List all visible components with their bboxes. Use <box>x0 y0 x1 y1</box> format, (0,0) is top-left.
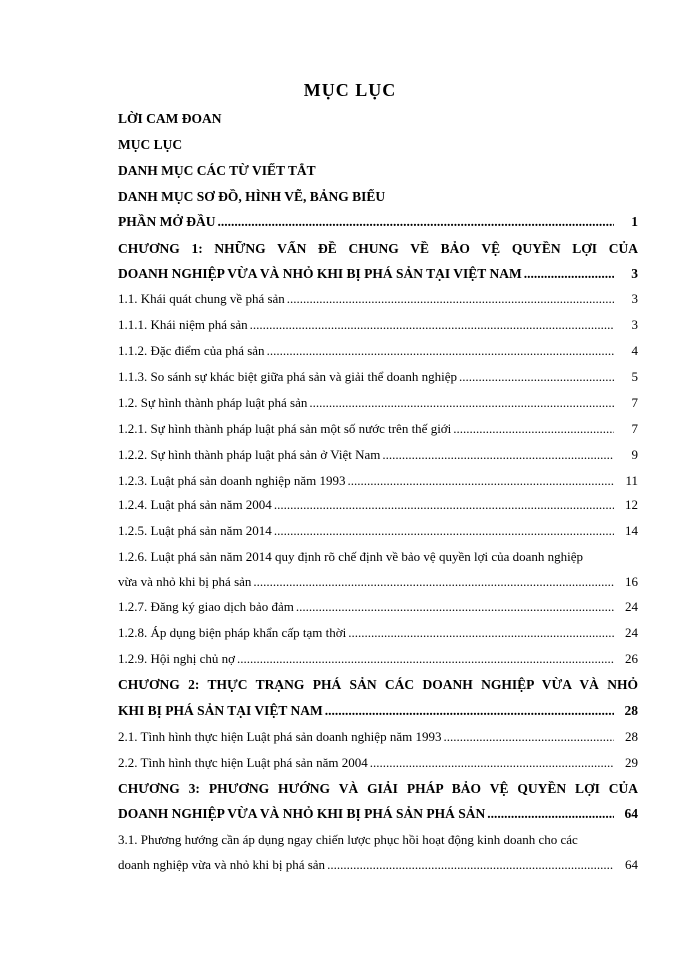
toc-entry-1-2-7 <box>118 599 638 621</box>
toc-entry-text: LỜI CAM ĐOAN <box>118 111 222 126</box>
toc-entry-1-2-5 <box>118 523 638 545</box>
toc-entry-1-2-3 <box>118 473 638 495</box>
toc-page-number: 28 <box>625 729 638 744</box>
toc-entry-chuong-2-line-2 <box>118 703 638 725</box>
toc-entry-text: 1.1.3. So sánh sự khác biệt giữa phá sản và giải thể doanh nghiệp <box>118 369 458 384</box>
toc-entry-chuong-3-line-2 <box>118 806 638 828</box>
dot-leader <box>524 266 614 282</box>
toc-entry-text: 1.2.9. Hội nghị chủ nợ <box>118 651 236 666</box>
toc-entry-1-2-8 <box>118 625 638 647</box>
dot-leader <box>382 447 614 463</box>
toc-entry-text: 1.2.3. Luật phá sản doanh nghiệp năm 1993 <box>118 473 346 488</box>
toc-entry-text: vừa và nhỏ khi bị phá sản <box>118 574 252 589</box>
toc-entry-text: 1.2.6. Luật phá sản năm 2014 quy định rõ chế định về bảo vệ quyền lợi của doanh nghiệp <box>118 549 584 564</box>
toc-entry-text: 1.1. Khái quát chung về phá sản <box>118 291 285 306</box>
toc-entry-2-1 <box>118 729 638 751</box>
toc-entry-text: CHƯƠNG 3: PHƯƠNG HƯỚNG VÀ GIẢI PHÁP BẢO VỆ QUYỀN LỢI CỦA <box>118 781 638 796</box>
toc-entry-text: DANH MỤC CÁC TỪ VIẾT TẮT <box>118 163 316 178</box>
toc-entry-1-2 <box>118 395 638 417</box>
toc-entry-text: DANH MỤC SƠ ĐỒ, HÌNH VẼ, BẢNG BIỂU <box>118 189 386 204</box>
dot-leader <box>237 651 614 667</box>
toc-entry-text: doanh nghiệp vừa và nhỏ khi bị phá sản <box>118 857 326 872</box>
toc-entry-text: 1.2.7. Đăng ký giao dịch bảo đảm <box>118 599 294 614</box>
toc-entry-1-1-1 <box>118 317 638 339</box>
toc-page-number: 24 <box>625 625 638 640</box>
toc-page-number: 1 <box>631 214 638 229</box>
toc-entry-chuong-1-line-2 <box>118 266 638 288</box>
toc-entry-1-2-6-line-1 <box>118 549 638 571</box>
toc-entry-text: 1.2.5. Luật phá sản năm 2014 <box>118 523 272 538</box>
dot-leader <box>325 703 614 719</box>
toc-entry-1-2-1 <box>118 421 638 443</box>
toc-entry-text: 1.2.8. Áp dụng biện pháp khẩn cấp tạm thời <box>118 625 347 640</box>
toc-page-number: 12 <box>625 497 638 512</box>
toc-page-number: 7 <box>631 421 638 436</box>
toc-entry-text: 1.2.1. Sự hình thành pháp luật phá sản một số nước trên thế giới <box>118 421 452 436</box>
toc-entry-1-2-9 <box>118 651 638 673</box>
toc-entry-text: MỤC LỤC <box>118 137 183 152</box>
toc-page-number: 9 <box>631 447 638 462</box>
toc-entry-1-1-3 <box>118 369 638 391</box>
toc-entry-text: DOANH NGHIỆP VỪA VÀ NHỎ KHI BỊ PHÁ SẢN PHÁ SẢN <box>118 806 486 821</box>
toc-entry-text: KHI BỊ PHÁ SẢN TẠI VIỆT NAM <box>118 703 323 718</box>
toc-entry-muc-luc <box>118 137 638 159</box>
toc-entry-text: CHƯƠNG 2: THỰC TRẠNG PHÁ SẢN CÁC DOANH NGHIỆP VỪA VÀ NHỎ <box>118 677 638 692</box>
dot-leader <box>487 806 614 822</box>
dot-leader <box>253 574 614 590</box>
dot-leader <box>287 291 614 307</box>
toc-entry-text: CHƯƠNG 1: NHỮNG VẤN ĐỀ CHUNG VỀ BẢO VỆ QUYỀN LỢI CỦA <box>118 241 638 256</box>
toc-page-number: 7 <box>631 395 638 410</box>
toc-entry-text: 2.2. Tình hình thực hiện Luật phá sản năm 2004 <box>118 755 368 770</box>
toc-page-number: 64 <box>625 857 638 872</box>
toc-entry-1-2-2 <box>118 447 638 469</box>
toc-page-number: 11 <box>625 473 638 488</box>
toc-entry-chuong-2-line-1 <box>118 677 638 699</box>
toc-entry-tu-viet-tat <box>118 163 638 185</box>
toc-entry-1-2-6-line-2 <box>118 574 638 596</box>
toc-entry-1-1 <box>118 291 638 313</box>
toc-page-number: 14 <box>625 523 638 538</box>
toc-entry-chuong-3-line-1 <box>118 781 638 803</box>
toc-page-number: 3 <box>631 266 638 281</box>
dot-leader <box>443 729 614 745</box>
toc-entry-text: PHẦN MỞ ĐẦU <box>118 214 216 229</box>
dot-leader <box>296 599 614 615</box>
page-title: MỤC LỤC <box>303 80 397 100</box>
dot-leader <box>309 395 614 411</box>
dot-leader <box>218 214 615 230</box>
dot-leader <box>453 421 614 437</box>
toc-page-number: 5 <box>631 369 638 384</box>
dot-leader <box>267 343 614 359</box>
dot-leader <box>274 497 614 513</box>
toc-page-number: 3 <box>631 317 638 332</box>
toc-page-number: 4 <box>631 343 638 358</box>
toc-entry-text: DOANH NGHIỆP VỪA VÀ NHỎ KHI BỊ PHÁ SẢN TẠI VIỆT NAM <box>118 266 522 281</box>
dot-leader <box>370 755 614 771</box>
toc-entry-text: 2.1. Tình hình thực hiện Luật phá sản doanh nghiệp năm 1993 <box>118 729 442 744</box>
toc-entry-phan-mo-dau <box>118 214 638 236</box>
toc-page-number: 24 <box>625 599 638 614</box>
dot-leader <box>459 369 614 385</box>
toc-page-number: 64 <box>624 806 638 821</box>
toc-entry-chuong-1-line-1 <box>118 241 638 263</box>
dot-leader <box>327 857 614 873</box>
dot-leader <box>250 317 614 333</box>
dot-leader <box>274 523 614 539</box>
toc-entry-3-1-line-2 <box>118 857 638 879</box>
toc-entry-so-do <box>118 189 638 211</box>
toc-entry-1-2-4 <box>118 497 638 519</box>
toc-entry-1-1-2 <box>118 343 638 365</box>
toc-entry-text: 1.2.2. Sự hình thành pháp luật phá sản ở Việt Nam <box>118 447 381 462</box>
toc-entry-2-2 <box>118 755 638 777</box>
dot-leader <box>347 473 614 489</box>
toc-entry-3-1-line-1 <box>118 832 638 854</box>
dot-leader <box>348 625 614 641</box>
toc-entry-text: 1.2.4. Luật phá sản năm 2004 <box>118 497 272 512</box>
toc-entry-text: 1.2. Sự hình thành pháp luật phá sản <box>118 395 308 410</box>
toc-entry-text: 3.1. Phương hướng cần áp dụng ngay chiến lược phục hồi hoạt động kinh doanh cho các <box>118 832 578 847</box>
toc-entry-text: 1.1.2. Đặc điểm của phá sản <box>118 343 265 358</box>
toc-page-number: 16 <box>625 574 638 589</box>
toc-entry-loi-cam-doan <box>118 111 638 133</box>
toc-page-number: 29 <box>625 755 638 770</box>
toc-entry-text: 1.1.1. Khái niệm phá sản <box>118 317 248 332</box>
toc-page-number: 3 <box>631 291 638 306</box>
toc-page-number: 26 <box>625 651 638 666</box>
toc-page-number: 28 <box>624 703 638 718</box>
